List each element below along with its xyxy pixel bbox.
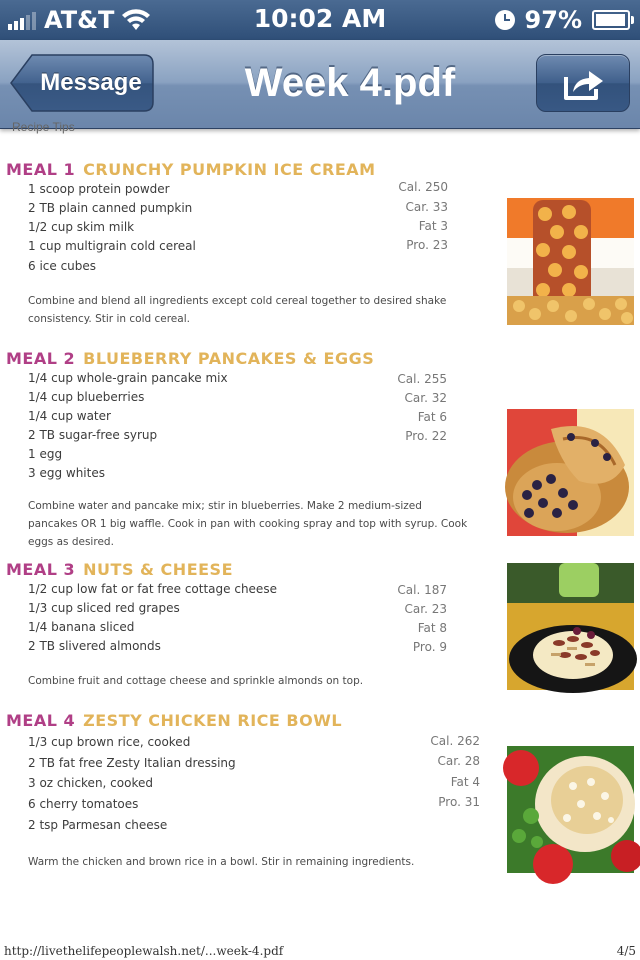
meal-heading [6, 349, 374, 368]
share-button[interactable] [536, 54, 630, 112]
document-url: http://livethelifepeoplewalsh.net/...week-4.pdf [4, 944, 284, 958]
meal-heading [6, 711, 342, 730]
meal-photo-nuts-cheese [507, 563, 634, 690]
meal-name: BLUEBERRY PANCAKES & EGGS [83, 349, 375, 368]
nutrition-fat: Fat 4 [450, 775, 480, 789]
nutrition-protein: Pro. 9 [412, 640, 447, 654]
ingredient: 3 egg whites [28, 466, 105, 480]
meal-photo-chicken-rice-bowl [507, 746, 634, 873]
meal-instructions: Combine water and pancake mix; stir in blueberries. Make 2 medium-sized pancakes OR 1 big waffle. Cook in pan with cooking spray and top with syrup. Cook eggs as desired. [28, 500, 468, 548]
page-number: 4/5 [616, 944, 636, 958]
ingredient: 1 cup multigrain cold cereal [28, 239, 196, 253]
carrier-name: AT&T [44, 6, 115, 34]
ingredient: 1/3 cup sliced red grapes [28, 601, 180, 615]
ingredient: 1 egg [28, 447, 63, 461]
meal-photo-blueberry-pancakes [507, 409, 634, 536]
ingredient: 2 TB fat free Zesty Italian dressing [28, 756, 236, 770]
pdf-document-view[interactable] [0, 120, 640, 940]
nutrition-fat: Fat 8 [417, 621, 447, 635]
nutrition-carbs: Car. 32 [404, 391, 447, 405]
back-button-label: Message [40, 69, 142, 96]
ingredient: 2 TB plain canned pumpkin [28, 201, 193, 215]
share-icon [563, 67, 605, 101]
nutrition-calories: Cal. 255 [397, 372, 447, 386]
ingredient: 1/4 cup blueberries [28, 390, 145, 404]
page-title: Week 4.pdf [244, 61, 456, 105]
nutrition-fat: Fat 3 [418, 219, 448, 233]
meal-number: MEAL 2 [6, 349, 76, 368]
meal-name: CRUNCHY PUMPKIN ICE CREAM [83, 160, 376, 179]
nutrition-carbs: Car. 28 [437, 754, 480, 768]
ingredient: 1/4 banana sliced [28, 620, 135, 634]
ingredient: 3 oz chicken, cooked [28, 776, 153, 790]
ingredient: 2 TB sugar-free syrup [28, 428, 158, 442]
meal-number: MEAL 1 [6, 160, 76, 179]
status-bar [0, 0, 640, 40]
back-button[interactable] [10, 54, 154, 112]
meal-number: MEAL 4 [6, 711, 76, 730]
meal-instructions: Combine and blend all ingredients except cold cereal together to desired shake consistency. Stir in cold cereal. [28, 295, 447, 325]
meal-heading [6, 560, 233, 579]
ingredient: 1/3 cup brown rice, cooked [28, 735, 191, 749]
meal-name: NUTS & CHEESE [83, 560, 233, 579]
nutrition-protein: Pro. 22 [405, 429, 447, 443]
nutrition-fat: Fat 6 [417, 410, 447, 424]
ingredient: 1 scoop protein powder [28, 182, 170, 196]
meal-instructions: Warm the chicken and brown rice in a bowl. Stir in remaining ingredients. [28, 856, 415, 868]
nutrition-carbs: Car. 23 [404, 602, 447, 616]
ingredient: 6 ice cubes [28, 259, 97, 273]
ingredient: 1/2 cup low fat or fat free cottage cheese [28, 582, 277, 596]
ingredient: 1/2 cup skim milk [28, 220, 135, 234]
nutrition-calories: Cal. 187 [397, 583, 447, 597]
ingredient: 6 cherry tomatoes [28, 797, 139, 811]
ingredient: 2 TB slivered almonds [28, 639, 161, 653]
nutrition-calories: Cal. 250 [398, 180, 448, 194]
meal-number: MEAL 3 [6, 560, 76, 579]
battery-percentage: 97% [524, 6, 582, 34]
alarm-clock-icon [495, 10, 515, 30]
meal-heading [6, 160, 376, 179]
meal-name: ZESTY CHICKEN RICE BOWL [83, 711, 343, 730]
meal-instructions: Combine fruit and cottage cheese and sprinkle almonds on top. [28, 675, 364, 687]
meal-photo-pumpkin-shake [507, 198, 634, 325]
battery-icon [592, 10, 630, 30]
ingredient: 2 tsp Parmesan cheese [28, 818, 168, 832]
nutrition-calories: Cal. 262 [430, 734, 480, 748]
navigation-bar [0, 40, 640, 129]
ingredient: 1/4 cup water [28, 409, 111, 423]
print-footer [0, 944, 640, 960]
status-time: 10:02 AM [253, 4, 387, 33]
ingredient: 1/4 cup whole-grain pancake mix [28, 371, 228, 385]
nutrition-protein: Pro. 23 [406, 238, 448, 252]
nutrition-protein: Pro. 31 [438, 795, 480, 809]
nutrition-carbs: Car. 33 [405, 200, 448, 214]
document-top-text: Recipe Tips [12, 120, 75, 134]
